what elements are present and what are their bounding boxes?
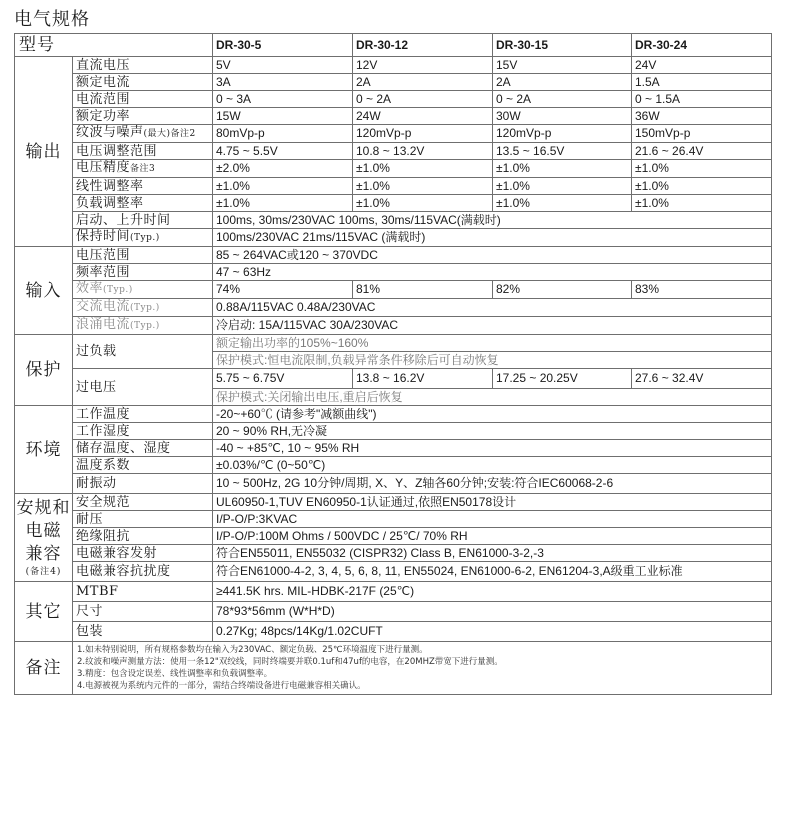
cell-value: ±1.0% bbox=[213, 195, 353, 212]
row-label: 电流范围 bbox=[73, 91, 213, 108]
table-row bbox=[15, 229, 772, 247]
cell-value: ±2.0% bbox=[213, 160, 353, 178]
row-label-note: (Typ.) bbox=[130, 321, 160, 331]
row-label-text: 浪涌电流 bbox=[76, 317, 131, 332]
row-label bbox=[73, 281, 213, 299]
row-label-text: 纹波与噪声 bbox=[76, 125, 144, 140]
table-row bbox=[15, 528, 772, 545]
row-label: 储存温度、湿度 bbox=[73, 440, 213, 457]
cell-value: ±1.0% bbox=[632, 195, 772, 212]
table-row bbox=[15, 160, 772, 178]
cell-value: UL60950-1,TUV EN60950-1认证通过,依照EN50178设计 bbox=[213, 494, 772, 511]
table-row bbox=[15, 369, 772, 389]
cell-value: 保护模式:关闭输出电压,重启后恢复 bbox=[213, 389, 772, 406]
cell-value: 80mVp-p bbox=[213, 125, 353, 143]
row-label-text: 交流电流 bbox=[76, 299, 131, 314]
table-row bbox=[15, 457, 772, 474]
row-label: 工作温度 bbox=[73, 406, 213, 423]
group-safety-line: 安规和 bbox=[16, 498, 71, 518]
row-label: 绝缘阻抗 bbox=[73, 528, 213, 545]
cell-value: 74% bbox=[213, 281, 353, 299]
row-label-note: (Typ.) bbox=[130, 233, 160, 243]
row-label-note: (Typ.) bbox=[130, 303, 160, 313]
cell-value: 5V bbox=[213, 57, 353, 74]
model-name: DR-30-5 bbox=[213, 34, 353, 57]
cell-value: 5.75 ~ 6.75V bbox=[213, 369, 353, 389]
table-row bbox=[15, 335, 772, 352]
note-item: 2.纹波和噪声测量方法：使用一条12"双绞线，同时终端要并联0.1uf和47uf的电容，在20MHZ带宽下进行量测。 bbox=[77, 657, 503, 667]
row-label-note: 备注3 bbox=[130, 164, 156, 174]
group-output: 输出 bbox=[15, 57, 73, 247]
table-row bbox=[15, 511, 772, 528]
cell-value: 0 ~ 2A bbox=[493, 91, 632, 108]
cell-value: 0 ~ 2A bbox=[353, 91, 493, 108]
cell-value: 符合EN61000-4-2, 3, 4, 5, 6, 8, 11, EN55024, EN61000-6-2, EN61204-3,A级重工业标准 bbox=[213, 562, 772, 582]
row-label: 工作湿度 bbox=[73, 423, 213, 440]
cell-value: 保护模式:恒电流限制,负载异常条件移除后可自动恢复 bbox=[213, 352, 772, 369]
cell-value: 符合EN55011, EN55032 (CISPR32) Class B, EN61000-3-2,-3 bbox=[213, 545, 772, 562]
cell-value: 2A bbox=[353, 74, 493, 91]
table-row bbox=[15, 108, 772, 125]
model-name: DR-30-15 bbox=[493, 34, 632, 57]
row-label: 电压调整范围 bbox=[73, 143, 213, 160]
table-row bbox=[15, 212, 772, 229]
table-row bbox=[15, 582, 772, 602]
row-label: 电磁兼容抗扰度 bbox=[73, 562, 213, 582]
table-row bbox=[15, 622, 772, 642]
row-label: 温度系数 bbox=[73, 457, 213, 474]
cell-value: 17.25 ~ 20.25V bbox=[493, 369, 632, 389]
cell-value: ±1.0% bbox=[493, 195, 632, 212]
cell-value: 0 ~ 3A bbox=[213, 91, 353, 108]
cell-value: 0 ~ 1.5A bbox=[632, 91, 772, 108]
table-row bbox=[15, 562, 772, 582]
cell-value: 47 ~ 63Hz bbox=[213, 264, 772, 281]
cell-value: ±1.0% bbox=[353, 195, 493, 212]
row-label: MTBF bbox=[73, 582, 213, 602]
cell-value: 3A bbox=[213, 74, 353, 91]
table-row bbox=[15, 281, 772, 299]
group-input: 输入 bbox=[15, 247, 73, 335]
cell-value: 1.5A bbox=[632, 74, 772, 91]
row-label: 启动、上升时间 bbox=[73, 212, 213, 229]
row-label bbox=[73, 229, 213, 247]
row-label-text: 电压精度 bbox=[76, 160, 131, 175]
cell-value: 冷启动: 15A/115VAC 30A/230VAC bbox=[213, 317, 772, 335]
cell-value: 20 ~ 90% RH,无冷凝 bbox=[213, 423, 772, 440]
cell-value: 0.88A/115VAC 0.48A/230VAC bbox=[213, 299, 772, 317]
cell-value: ±1.0% bbox=[632, 160, 772, 178]
cell-value: ±1.0% bbox=[632, 178, 772, 195]
notes-row bbox=[15, 642, 772, 695]
cell-value: 82% bbox=[493, 281, 632, 299]
page-title: 电气规格 bbox=[14, 9, 90, 30]
table-row bbox=[15, 195, 772, 212]
row-label: 频率范围 bbox=[73, 264, 213, 281]
row-label: 额定功率 bbox=[73, 108, 213, 125]
cell-value: 120mVp-p bbox=[493, 125, 632, 143]
table-row bbox=[15, 423, 772, 440]
model-header-row bbox=[15, 34, 772, 57]
group-safety-line: 电磁 bbox=[25, 521, 62, 541]
note-item: 1.如未特别说明，所有规格参数均在输入为230VAC、额定负载、25℃环境温度下进行量测。 bbox=[77, 645, 428, 655]
table-row bbox=[15, 178, 772, 195]
cell-value: 21.6 ~ 26.4V bbox=[632, 143, 772, 160]
row-label: 线性调整率 bbox=[73, 178, 213, 195]
cell-value: ±1.0% bbox=[353, 178, 493, 195]
table-row bbox=[15, 545, 772, 562]
cell-value: 13.8 ~ 16.2V bbox=[353, 369, 493, 389]
cell-value: 4.75 ~ 5.5V bbox=[213, 143, 353, 160]
row-label-text: 保持时间 bbox=[76, 229, 131, 244]
model-label: 型号 bbox=[15, 34, 213, 57]
cell-value: I/P-O/P:100M Ohms / 500VDC / 25℃/ 70% RH bbox=[213, 528, 772, 545]
cell-value: 额定输出功率的105%~160% bbox=[213, 335, 772, 352]
row-label: 尺寸 bbox=[73, 602, 213, 622]
cell-value: ±1.0% bbox=[493, 160, 632, 178]
row-label: 额定电流 bbox=[73, 74, 213, 91]
cell-value: 30W bbox=[493, 108, 632, 125]
cell-value: 10 ~ 500Hz, 2G 10分钟/周期, X、Y、Z轴各60分钟;安装:符合IEC60068-2-6 bbox=[213, 474, 772, 494]
cell-value: 150mVp-p bbox=[632, 125, 772, 143]
table-row bbox=[15, 91, 772, 108]
cell-value: 15W bbox=[213, 108, 353, 125]
group-safety-emc bbox=[15, 494, 73, 582]
row-label: 耐振动 bbox=[73, 474, 213, 494]
row-label: 包装 bbox=[73, 622, 213, 642]
row-label: 负载调整率 bbox=[73, 195, 213, 212]
row-label-note: (Typ.) bbox=[103, 285, 133, 295]
cell-value: ≥441.5K hrs. MIL-HDBK-217F (25℃) bbox=[213, 582, 772, 602]
cell-value: 13.5 ~ 16.5V bbox=[493, 143, 632, 160]
row-label: 直流电压 bbox=[73, 57, 213, 74]
cell-value: 83% bbox=[632, 281, 772, 299]
group-protection: 保护 bbox=[15, 335, 73, 406]
cell-value: ±1.0% bbox=[353, 160, 493, 178]
table-row bbox=[15, 299, 772, 317]
table-row bbox=[15, 125, 772, 143]
table-row bbox=[15, 494, 772, 511]
cell-value: 36W bbox=[632, 108, 772, 125]
table-row bbox=[15, 57, 772, 74]
cell-value: 24W bbox=[353, 108, 493, 125]
note-item: 4.电源被视为系统内元件的一部分，需结合终端设备进行电磁兼容相关确认。 bbox=[77, 681, 366, 691]
table-row bbox=[15, 440, 772, 457]
cell-value: ±0.03%/℃ (0~50℃) bbox=[213, 457, 772, 474]
table-row bbox=[15, 264, 772, 281]
row-label: 过电压 bbox=[73, 369, 213, 406]
cell-value: 24V bbox=[632, 57, 772, 74]
table-row bbox=[15, 74, 772, 91]
cell-value: -40 ~ +85℃, 10 ~ 95% RH bbox=[213, 440, 772, 457]
cell-value: 100ms, 30ms/230VAC 100ms, 30ms/115VAC(满载时) bbox=[213, 212, 772, 229]
row-label bbox=[73, 317, 213, 335]
cell-value: I/P-O/P:3KVAC bbox=[213, 511, 772, 528]
group-safety-line: 兼容 bbox=[25, 544, 62, 564]
cell-value: 27.6 ~ 32.4V bbox=[632, 369, 772, 389]
cell-value: 85 ~ 264VAC或120 ~ 370VDC bbox=[213, 247, 772, 264]
cell-value: 81% bbox=[353, 281, 493, 299]
cell-value: 12V bbox=[353, 57, 493, 74]
row-label: 安全规范 bbox=[73, 494, 213, 511]
group-others: 其它 bbox=[15, 582, 73, 642]
cell-value: 0.27Kg; 48pcs/14Kg/1.02CUFT bbox=[213, 622, 772, 642]
table-row bbox=[15, 317, 772, 335]
cell-value: 10.8 ~ 13.2V bbox=[353, 143, 493, 160]
row-label bbox=[73, 299, 213, 317]
model-name: DR-30-12 bbox=[353, 34, 493, 57]
cell-value: ±1.0% bbox=[493, 178, 632, 195]
cell-value: 120mVp-p bbox=[353, 125, 493, 143]
row-label-text: 效率 bbox=[76, 281, 104, 296]
cell-value: 15V bbox=[493, 57, 632, 74]
table-row bbox=[15, 247, 772, 264]
row-label bbox=[73, 160, 213, 178]
row-label: 电压范围 bbox=[73, 247, 213, 264]
row-label-note: (最大)备注2 bbox=[143, 129, 196, 139]
cell-value: 2A bbox=[493, 74, 632, 91]
note-item: 3.精度：包含设定误差、线性调整率和负载调整率。 bbox=[77, 669, 273, 679]
row-label bbox=[73, 125, 213, 143]
cell-value: ±1.0% bbox=[213, 178, 353, 195]
row-label: 耐压 bbox=[73, 511, 213, 528]
table-row bbox=[15, 602, 772, 622]
row-label: 电磁兼容发射 bbox=[73, 545, 213, 562]
group-environment: 环境 bbox=[15, 406, 73, 494]
cell-value: -20~+60℃ (请参考"减额曲线") bbox=[213, 406, 772, 423]
cell-value: 78*93*56mm (W*H*D) bbox=[213, 602, 772, 622]
group-safety-note: (备注4) bbox=[25, 567, 62, 577]
spec-table bbox=[14, 33, 771, 695]
group-notes: 备注 bbox=[15, 642, 73, 695]
table-row bbox=[15, 474, 772, 494]
table-row bbox=[15, 143, 772, 160]
notes-list bbox=[73, 642, 772, 695]
model-name: DR-30-24 bbox=[632, 34, 772, 57]
table-row bbox=[15, 406, 772, 423]
cell-value: 100ms/230VAC 21ms/115VAC (满载时) bbox=[213, 229, 772, 247]
row-label: 过负载 bbox=[73, 335, 213, 369]
